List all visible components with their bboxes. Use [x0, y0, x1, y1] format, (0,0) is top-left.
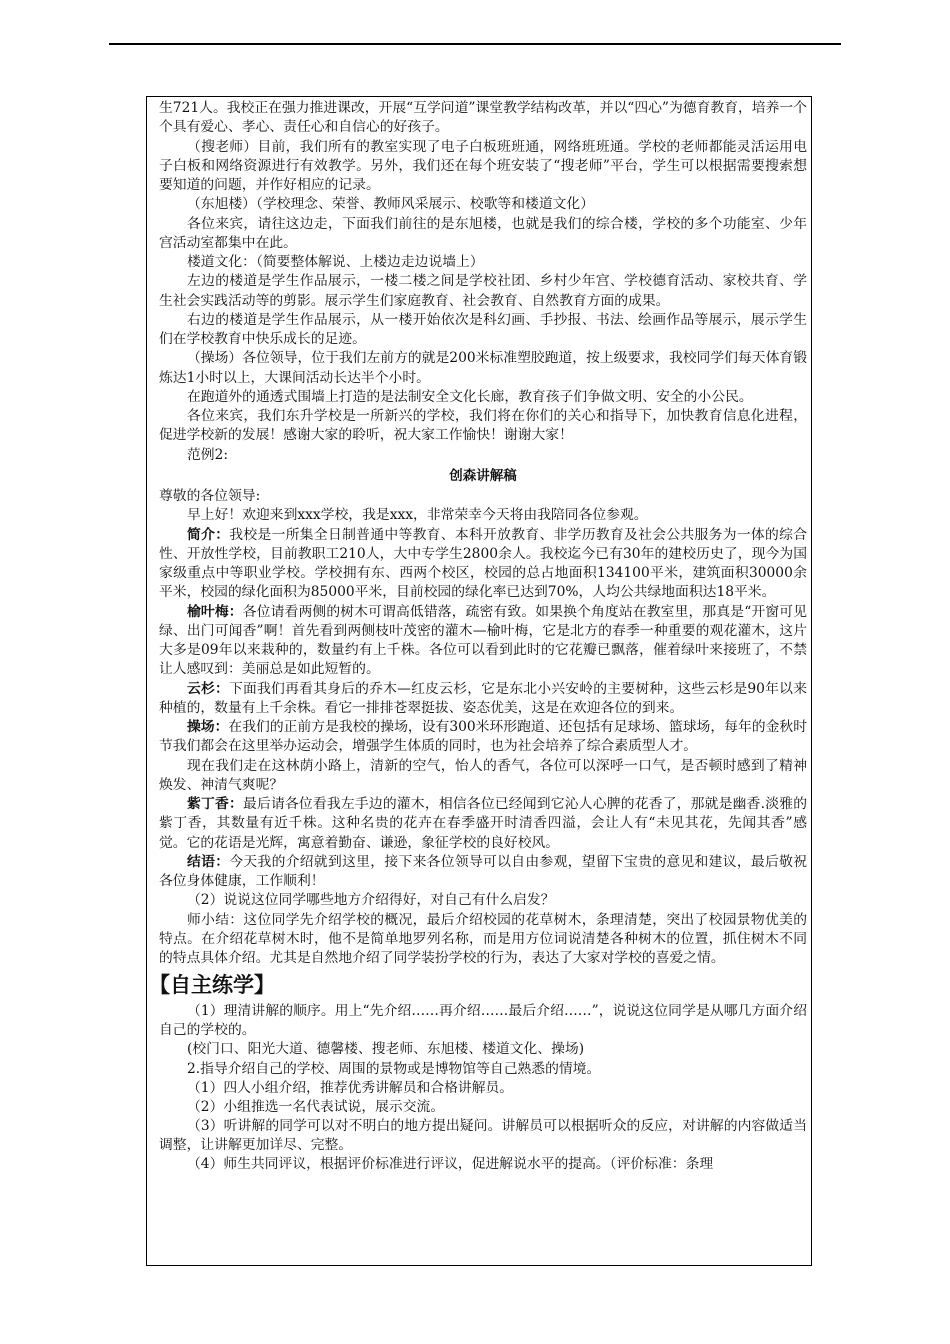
intro-label: 简介：: [187, 526, 230, 543]
paragraph: 各位来宾，请往这边走，下面我们前往的是东旭楼，也就是我们的综合楼，学校的多个功能室、少年宫活动室都集中在此。: [159, 215, 807, 251]
paragraph: [159, 680, 807, 719]
paragraph: [159, 718, 807, 757]
paragraph: [159, 853, 807, 892]
playground-label: 操场：: [187, 719, 229, 735]
paragraph: 师小结：这位同学先介绍学校的概况，最后介绍校园的花草树木，条理清楚，突出了校园景物优美的特点。在介绍花草树木时，他不是简单地罗列名称，而是用方位词说清楚各种树木的位置，抓住树木不同的特点具体介绍。尤其是自然地介绍了同学装扮学校的行为，表达了大家对学校的喜爱之情。: [159, 911, 807, 966]
paragraph: 各位来宾，我们东升学校是一所新兴的学校，我们将在你们的关心和指导下，加快教育信息化进程，促进学校新的发展！感谢大家的聆听，祝大家工作愉快！谢谢大家！: [159, 408, 807, 444]
paragraph: [159, 526, 807, 603]
plum-label: 榆叶梅：: [187, 603, 243, 620]
paragraph: 楼道文化：（简要整体解说、上楼边走边说墙上）: [187, 254, 484, 270]
paragraph: [159, 795, 807, 853]
paragraph: （2）说说这位同学哪些地方介绍得好，对自己有什么启发？: [187, 892, 555, 909]
spruce-label: 云杉：: [187, 680, 230, 697]
practice-section: [159, 1002, 807, 1174]
header-rule: [109, 43, 841, 45]
paragraph: （东旭楼）（学校理念、荣誉、教师风采展示、校歌等和楼道文化）: [187, 196, 595, 213]
paragraph: （3）听讲解的同学可以对不明白的地方提出疑问。讲解员可以根据听众的反应，对讲解的内容做适当调整，让讲解更加详尽、完整。: [159, 1117, 807, 1153]
section-heading: 【自主练学】: [149, 973, 275, 998]
paragraph: 生721人。我校正在强力推进课改，开展“互学问道”课堂教学结构改革，并以“四心”为德育教育，培养一个个具有爱心、孝心、责任心和自信心的好孩子。: [159, 100, 807, 136]
document-body: [149, 99, 808, 1174]
paragraph: （操场）各位领导，位于我们左前方的就是200米标准塑胶跑道，按上级要求，我校同学们每天体育锻炼达1小时以上，大课间活动长达半个小时。: [159, 350, 807, 386]
paragraph: 现在我们走在这林荫小路上，清新的空气，怡人的香气，各位可以深呼一口气，是否顿时感到了精神焕发、神清气爽呢？: [159, 757, 807, 793]
plum-text: 各位请看两侧的树木可谓高低错落，疏密有致。如果换个角度站在教室里，那真是“开窗可见绿、出门可闻香”啊！首先看到两侧枝叶茂密的灌木—榆叶梅，它是北方的春季一种重要的观花灌木，这片大多是09年以来栽种的，数量约有上千株。各位可以看到此时的它花瓣已飘落，催着绿叶来接班了，不禁让人感叹到：美丽总是如此短暂的。: [159, 603, 808, 678]
spruce-text: 下面我们再看其身后的乔木—红皮云杉，它是东北小兴安岭的主要树种，这些云杉是90年以来种植的，数量有上千余株。看它一排排苍翠挺拔、姿态优美，这是在欢迎各位的到来。: [159, 680, 807, 716]
paragraph: （2）小组推选一名代表试说，展示交流。: [187, 1098, 445, 1115]
paragraph: 在跑道外的通透式围墙上打造的是法制安全文化长廊，教育孩子们争做文明、安全的小公民。: [187, 388, 753, 405]
paragraph: （4）师生共同评议，根据评价标准进行评议，促进解说水平的提高。（评价标准：条理: [187, 1156, 714, 1172]
paragraph: 2.指导介绍自己的学校、周围的景物或是博物馆等自己熟悉的情境。: [187, 1060, 601, 1077]
paragraph: [159, 603, 807, 680]
paragraph: （搜老师）目前，我们所有的教室实现了电子白板班班通，网络班班通。学校的老师都能灵活运用电子白板和网络资源进行有效教学。另外，我们还在每个班安装了“搜老师”平台，学生可以根据需要搜索想要知道的问题，并作好相应的记录。: [159, 138, 807, 193]
conclusion-label: 结语：: [187, 853, 230, 870]
greeting: 尊敬的各位领导:: [159, 488, 261, 504]
speech-title: 创森讲解稿: [449, 467, 517, 484]
paragraph: 右边的楼道是学生作品展示，从一楼开始依次是科幻画、手抄报、书法、绘画作品等展示，展示学生们在学校教育中快乐成长的足迹。: [159, 311, 807, 347]
lilac-label: 紫丁香：: [187, 796, 243, 812]
paragraph: 早上好！欢迎来到xxx学校，我是xxx，非常荣幸今天将由我陪同各位参观。: [187, 507, 648, 524]
paragraph: （1）四人小组介绍，推荐优秀讲解员和合格讲解员。: [187, 1079, 514, 1096]
paragraph: (校门口、阳光大道、德馨楼、搜老师、东旭楼、楼道文化、操场): [187, 1041, 585, 1058]
playground-text: 在我们的正前方是我校的操场，设有300米环形跑道、还包括有足球场、篮球场，每年的金秋时节我们都会在这里举办运动会，增强学生体质的同时，也为社会培养了综合素质型人才。: [159, 719, 807, 755]
conclusion-text: 今天我的介绍就到这里，接下来各位领导可以自由参观，望留下宝贵的意见和建议，最后敬祝各位身体健康，工作顺利！: [159, 853, 808, 889]
paragraph: （1）理清讲解的顺序。用上“先介绍……再介绍……最后介绍……”，说说这位同学是从哪几方面介绍自己的学校的。: [159, 1003, 807, 1039]
example-label: 范例2:: [187, 446, 229, 463]
paragraph: 左边的楼道是学生作品展示，一楼二楼之间是学校社团、乡村少年宫、学校德育活动、家校共育、学生社会实践活动等的剪影。展示学生们家庭教育、社会教育、自然教育方面的成果。: [159, 273, 807, 309]
lilac-text: 最后请各位看我左手边的灌木，相信各位已经闻到它沁人心脾的花香了，那就是幽香.淡雅的紫丁香，其数量有近千株。这种名贵的花卉在春季盛开时清香四溢，会让人有“未见其花，先闻其香”感觉。它的花语是光辉，寓意着勤奋、谦逊，象征学校的良好校风。: [159, 796, 807, 851]
intro-text: 我校是一所集全日制普通中等教育、本科开放教育、非学历教育及社会公共服务为一体的综合性、开放性学校，目前教职工210人，大中专学生2800余人。我校迄今已有30年的建校历史了，现今为国家级重点中等职业学校。学校拥有东、西两个校区，校园的总占地面积134100平米，建筑面积30000余平米，校园的绿化面积为85000平米，目前校园的绿化率已达到70%，人均公共绿地面积达18平米。: [159, 526, 808, 601]
